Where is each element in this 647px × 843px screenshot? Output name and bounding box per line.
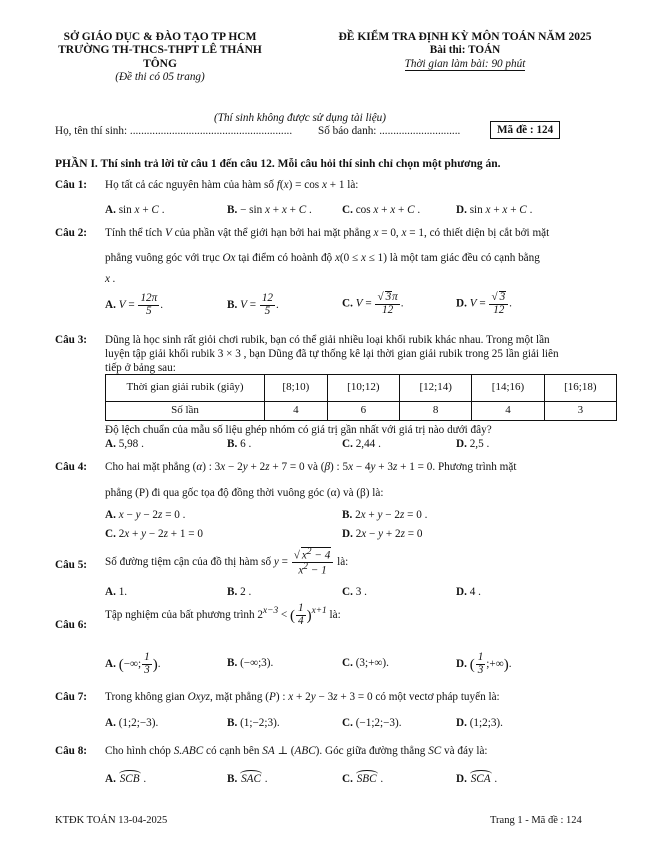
exam-code-box: Mã đề : 124	[490, 121, 560, 139]
dept-name: SỞ GIÁO DỤC & ĐÀO TẠO TP HCM	[63, 31, 257, 43]
q2-option-a[interactable]: A. V = $\frac{12\pi}{5}$ .	[105, 292, 164, 317]
q7-option-d[interactable]: D. (1;2;3).	[456, 717, 503, 729]
rubik-table	[105, 374, 617, 421]
q2-label: Câu 2:	[55, 227, 88, 239]
q6-option-b[interactable]: B. (−∞;3).	[227, 657, 274, 669]
part1-title: PHẦN I. Thí sinh trả lời từ câu 1 đến câu 12. Mỗi câu hỏi thí sinh chỉ chọn một phương án.	[55, 158, 501, 170]
table-group-cell: [14;16)	[472, 375, 544, 402]
q1-stem: Họ tất cả các nguyên hàm của hàm số f(x) = cos x + 1 là:	[105, 179, 359, 191]
q7-label: Câu 7:	[55, 691, 88, 703]
q2-option-c[interactable]: C. V = $\frac{√ 3\pi}{12}$ .	[342, 291, 404, 316]
table-count-cell: 6	[327, 402, 399, 421]
pages-note: (Đề thi có 05 trang)	[115, 71, 205, 83]
q1-label: Câu 1:	[55, 179, 88, 191]
table-row	[106, 402, 617, 421]
id-field: Số báo danh: .............................	[318, 125, 461, 137]
q4-option-d[interactable]: D. 2x − y + 2z = 0	[342, 528, 423, 540]
q8-label: Câu 8:	[55, 745, 88, 757]
q1-option-a[interactable]: A. sin x + C .	[105, 204, 165, 216]
q1-option-c[interactable]: C. cos x + x + C .	[342, 204, 421, 216]
q6-option-c[interactable]: C. (3;+∞).	[342, 657, 389, 669]
table-count-cell: 4	[265, 402, 328, 421]
q8-option-c[interactable]: C. SBC .	[342, 770, 383, 786]
school-name: TRƯỜNG TH-THCS-THPT LÊ THÁNH TÔNG	[58, 44, 262, 71]
q3-stem-2: luyện tập giải khối rubik 3 × 3 , bạn Dũng đã tự thống kê lại thời gian giải rubik trong 25 lần giải liên	[105, 348, 559, 360]
q3-option-a[interactable]: A. 5,98 .	[105, 438, 144, 450]
q3-label: Câu 3:	[55, 334, 88, 346]
name-field: Họ, tên thí sinh: ..........................................................	[55, 125, 293, 137]
table-header-cell: Thời gian giải rubik (giây)	[106, 375, 265, 402]
q7-stem: Trong không gian Oxyz, mặt phẳng (P) : x + 2y − 3z + 3 = 0 có một vectơ pháp tuyến là:	[105, 691, 500, 703]
q2-stem-1: Tính thể tích V của phần vật thể giới hạn bởi hai mặt phẳng x = 0, x = 1, có thiết diện bị cắt bởi mặt	[105, 227, 550, 239]
q2-stem-2: phẳng vuông góc với trục Ox tại điểm có hoành độ x(0 ≤ x ≤ 1) là một tam giác đều có cạnh bằng	[105, 252, 540, 264]
footer-left: KTĐK TOÁN 13-04-2025	[55, 815, 168, 826]
q2-option-d[interactable]: D. V = $\frac{√ 3}{12}$ .	[456, 291, 512, 316]
q7-option-a[interactable]: A. (1;2;−3).	[105, 717, 159, 729]
q3-option-d[interactable]: D. 2,5 .	[456, 438, 490, 450]
q8-option-b[interactable]: B. SAC .	[227, 770, 268, 786]
q6-option-a[interactable]: A. (−∞; $\frac{1}{3}$ ).	[105, 651, 161, 676]
notice: (Thí sinh không được sử dụng tài liệu)	[214, 112, 386, 124]
q4-option-b[interactable]: B. 2x + y − 2z = 0 .	[342, 509, 428, 521]
q5-option-d[interactable]: D. 4 .	[456, 586, 481, 598]
q6-option-d[interactable]: D. ( $\frac{1}{3}$ ;+∞).	[456, 651, 512, 676]
q2-option-b[interactable]: B. V = $\frac{12}{5}$ .	[227, 292, 279, 317]
table-count-cell: 8	[400, 402, 472, 421]
exam-title: ĐỀ KIỂM TRA ĐỊNH KỲ MÔN TOÁN NĂM 2025	[338, 31, 592, 43]
exam-time: Thời gian làm bài: 90 phút	[404, 58, 526, 70]
q3-question: Độ lệch chuẩn của mẫu số liệu ghép nhóm có giá trị gần nhất với giá trị nào dưới đây?	[105, 424, 492, 436]
q5-option-b[interactable]: B. 2 .	[227, 586, 252, 598]
exam-subject: Bài thi: TOÁN	[429, 44, 501, 56]
q2-stem-3: x .	[105, 273, 116, 285]
footer-right: Trang 1 - Mã đề : 124	[490, 815, 582, 826]
q5-option-c[interactable]: C. 3 .	[342, 586, 367, 598]
table-group-cell: [12;14)	[400, 375, 472, 402]
q4-label: Câu 4:	[55, 461, 88, 473]
table-header-cell: Số lần	[106, 402, 265, 421]
q4-stem-2: phẳng (P) đi qua gốc tọa độ đồng thời vuông góc (α) và (β) là:	[105, 487, 384, 499]
q8-option-a[interactable]: A. SCB .	[105, 770, 146, 786]
q6-label: Câu 6:	[55, 619, 88, 631]
q8-stem: Cho hình chóp S.ABC có cạnh bên SA ⊥ (ABC). Góc giữa đường thẳng SC và đáy là:	[105, 745, 488, 757]
q5-option-a[interactable]: A. 1.	[105, 586, 128, 598]
table-group-cell: [16;18)	[544, 375, 616, 402]
q8-option-d[interactable]: D. SCA .	[456, 770, 497, 786]
table-count-cell: 4	[472, 402, 544, 421]
q3-stem-1: Dũng là học sinh rất giỏi chơi rubik, bạn có thể giải nhiều loại khối rubik khác nhau. Trong một lần	[105, 334, 550, 346]
q5-stem: Số đường tiệm cận của đồ thị hàm số y = $\frac{√ x^2 - 4}{x^2 - 1}$ là:	[105, 547, 349, 578]
table-row	[106, 375, 617, 402]
q4-option-a[interactable]: A. x − y − 2z = 0 .	[105, 509, 186, 521]
q7-option-b[interactable]: B. (1;−2;3).	[227, 717, 280, 729]
q3-option-c[interactable]: C. 2,44 .	[342, 438, 381, 450]
q3-stem-3: tiếp ở bảng sau:	[105, 362, 176, 374]
q1-option-d[interactable]: D. sin x + x + C .	[456, 204, 533, 216]
q7-option-c[interactable]: C. (−1;2;−3).	[342, 717, 402, 729]
q1-option-b[interactable]: B. − sin x + x + C .	[227, 204, 312, 216]
q4-stem-1: Cho hai mặt phẳng (α) : 3x − 2y + 2z + 7 = 0 và (β) : 5x − 4y + 3z + 1 = 0. Phương trình mặt	[105, 461, 517, 473]
table-group-cell: [10;12)	[327, 375, 399, 402]
q5-label: Câu 5:	[55, 559, 88, 571]
table-group-cell: [8;10)	[265, 375, 328, 402]
q3-option-b[interactable]: B. 6 .	[227, 438, 252, 450]
q4-option-c[interactable]: C. 2x + y − 2z + 1 = 0	[105, 528, 203, 540]
q6-stem: Tập nghiệm của bất phương trình $2^{x-3}$ < ( $\frac{1}{4}$ )$^{x+1}$ là:	[105, 602, 341, 627]
table-count-cell: 3	[544, 402, 616, 421]
